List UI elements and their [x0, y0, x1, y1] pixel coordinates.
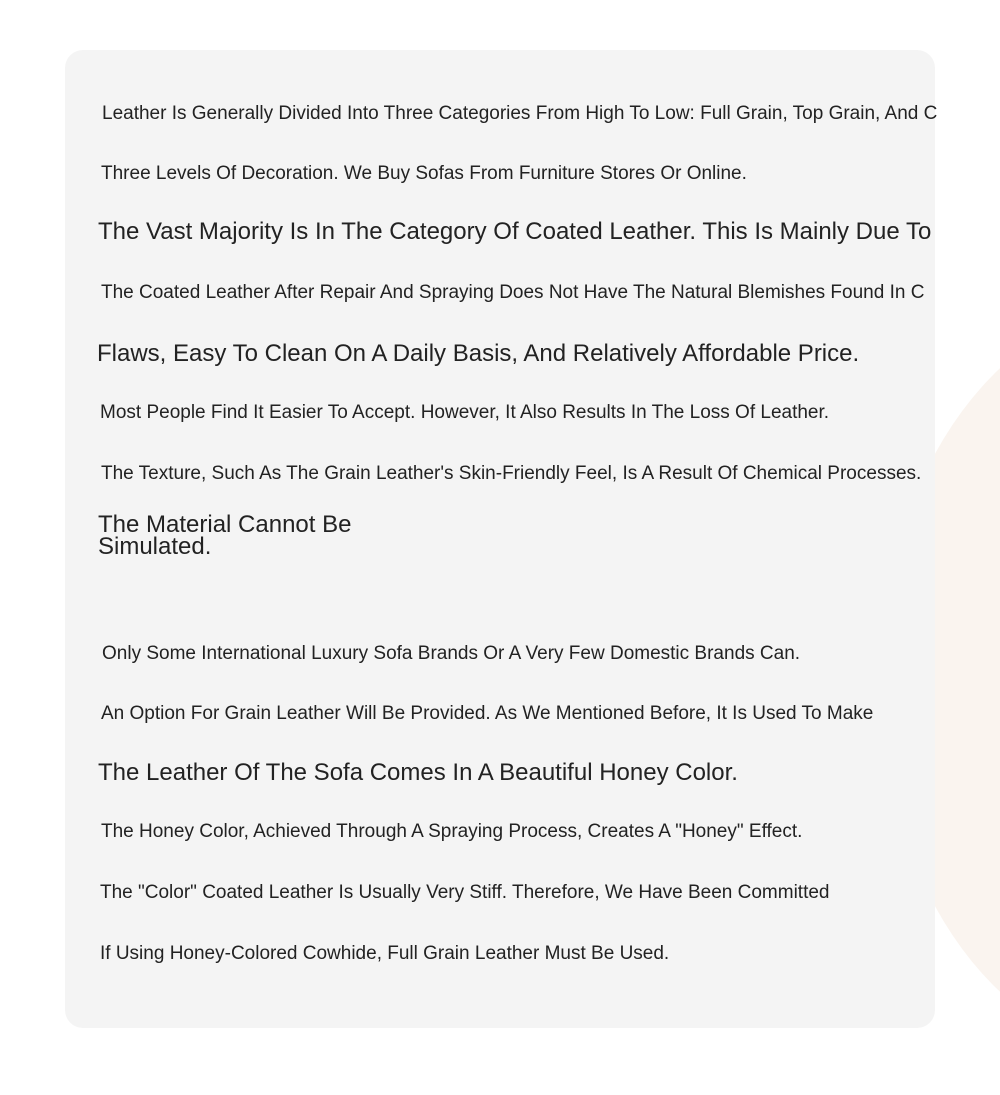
text-line-10: An Option For Grain Leather Will Be Provided. As We Mentioned Before, It Is Used To Make [101, 703, 874, 724]
text-line-5: Flaws, Easy To Clean On A Daily Basis, And Relatively Affordable Price. [97, 340, 860, 367]
text-line-6: Most People Find It Easier To Accept. However, It Also Results In The Loss Of Leather. [100, 402, 830, 423]
text-line-4: The Coated Leather After Repair And Spraying Does Not Have The Natural Blemishes Found In C [101, 282, 925, 303]
text-line-14: If Using Honey-Colored Cowhide, Full Grain Leather Must Be Used. [100, 943, 670, 964]
text-line-12: The Honey Color, Achieved Through A Spraying Process, Creates A "Honey" Effect. [101, 821, 803, 842]
text-line-3: The Vast Majority Is In The Category Of Coated Leather. This Is Mainly Due To [98, 218, 932, 245]
text-line-8: The Material Cannot Be Simulated. [98, 511, 352, 560]
text-line-2: Three Levels Of Decoration. We Buy Sofas From Furniture Stores Or Online. [101, 163, 747, 184]
text-line-7: The Texture, Such As The Grain Leather's Skin-Friendly Feel, Is A Result Of Chemical Processes. [101, 463, 922, 484]
text-line-1: Leather Is Generally Divided Into Three Categories From High To Low: Full Grain, Top Grain, And C [102, 103, 938, 124]
text-line-13: The "Color" Coated Leather Is Usually Very Stiff. Therefore, We Have Been Committed [100, 882, 830, 903]
text-card [65, 50, 938, 1028]
text-line-9: Only Some International Luxury Sofa Brands Or A Very Few Domestic Brands Can. [102, 643, 801, 664]
text-line-11: The Leather Of The Sofa Comes In A Beautiful Honey Color. [98, 759, 738, 786]
